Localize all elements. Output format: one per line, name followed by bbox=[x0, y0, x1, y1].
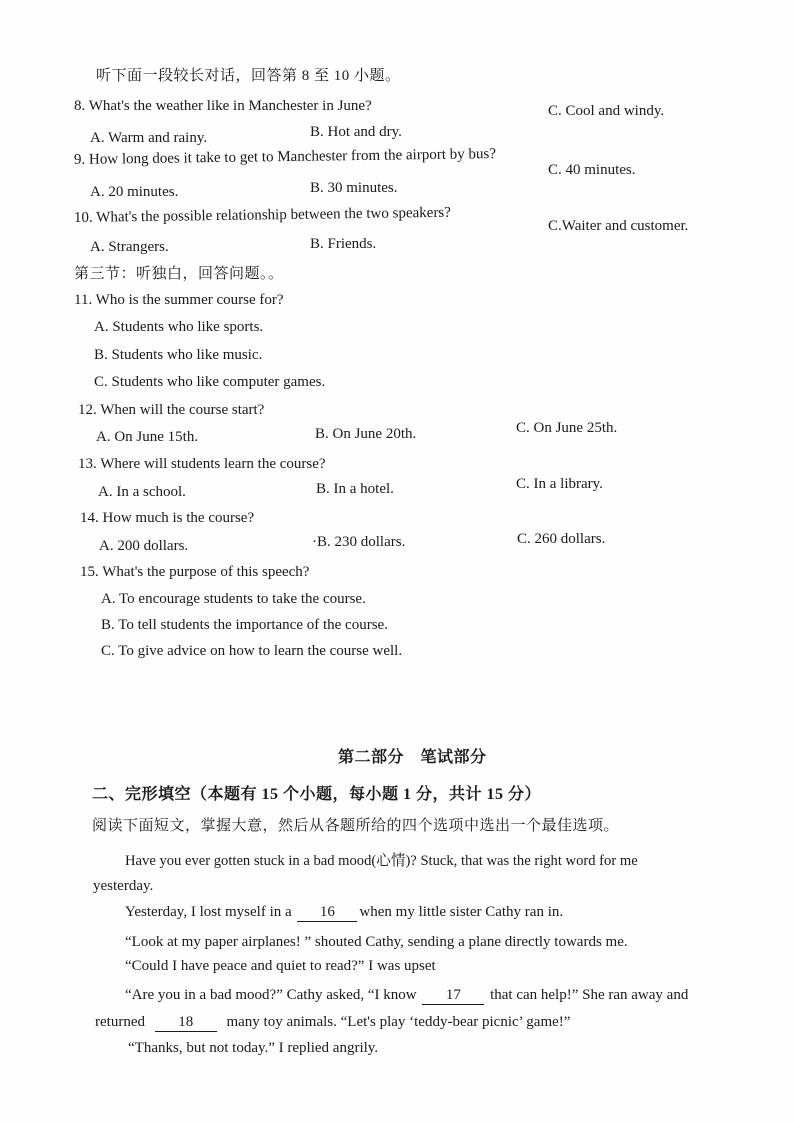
passage-p2-post: when my little sister Cathy ran in. bbox=[359, 904, 564, 920]
q9-option-b: B. 30 minutes. bbox=[310, 180, 398, 196]
passage-p5-pre: “Are you in a bad mood?” Cathy asked, “I know bbox=[125, 987, 417, 1003]
q15-option-b: B. To tell students the importance of the course. bbox=[101, 617, 388, 633]
q14-stem: 14. How much is the course? bbox=[80, 510, 255, 526]
q10-stem: 10. What's the possible relationship between the two speakers? bbox=[73, 204, 451, 226]
q14-option-c: C. 260 dollars. bbox=[517, 531, 606, 547]
q15-option-a: A. To encourage students to take the course. bbox=[101, 591, 366, 607]
cloze-instruction: 阅读下面短文，掌握大意，然后从各题所给的四个选项中选出一个最佳选项。 bbox=[92, 818, 620, 834]
passage-p6 bbox=[95, 1012, 570, 1032]
q8-option-a: A. Warm and rainy. bbox=[90, 130, 208, 146]
cloze-title: 二、完形填空（本题有 15 个小题，每小题 1 分，共计 15 分） bbox=[92, 786, 542, 803]
q9-option-c: C. 40 minutes. bbox=[548, 162, 636, 178]
passage-p4: “Could I have peace and quiet to read?” I was upset bbox=[125, 958, 436, 974]
q11-option-c: C. Students who like computer games. bbox=[94, 374, 326, 390]
passage-p7: “Thanks, but not today.” I replied angrily. bbox=[128, 1040, 379, 1056]
q13-option-a: A. In a school. bbox=[98, 484, 186, 500]
q15-stem: 15. What's the purpose of this speech? bbox=[80, 564, 310, 580]
passage-p6-post: many toy animals. “Let's play ‘teddy-bear picnic’ game!” bbox=[226, 1014, 571, 1030]
q13-option-b: B. In a hotel. bbox=[316, 481, 394, 497]
q10-option-b: B. Friends. bbox=[310, 236, 377, 252]
q9-option-a: A. 20 minutes. bbox=[90, 184, 179, 200]
q12-option-b: B. On June 20th. bbox=[315, 426, 417, 442]
q11-option-a: A. Students who like sports. bbox=[94, 319, 264, 335]
q13-stem: 13. Where will students learn the course? bbox=[78, 456, 326, 472]
passage-p1-line2: yesterday. bbox=[93, 878, 154, 894]
blank-18[interactable]: 18 bbox=[155, 1013, 217, 1032]
written-part-title: 第二部分 笔试部分 bbox=[338, 749, 487, 766]
q11-option-b: B. Students who like music. bbox=[94, 347, 263, 363]
q8-option-b: B. Hot and dry. bbox=[310, 124, 402, 140]
passage-p6-pre: returned bbox=[95, 1014, 145, 1030]
passage-p2-pre: Yesterday, I lost myself in a bbox=[125, 904, 292, 920]
passage-p5-post: that can help!” She ran away and bbox=[490, 987, 689, 1003]
q8-stem: 8. What's the weather like in Manchester in June? bbox=[74, 98, 372, 114]
part3-title: 第三节：听独白，回答问题。。 bbox=[74, 266, 284, 282]
q12-stem: 12. When will the course start? bbox=[78, 402, 265, 418]
intro-8-10: 听下面一段较长对话，回答第 8 至 10 小题。 bbox=[96, 68, 401, 84]
q8-option-c: C. Cool and windy. bbox=[548, 103, 665, 119]
blank-16[interactable]: 16 bbox=[297, 903, 357, 922]
q10-option-a: A. Strangers. bbox=[90, 239, 169, 255]
q13-option-c: C. In a library. bbox=[516, 476, 603, 492]
passage-p2 bbox=[125, 902, 563, 922]
q11-stem: 11. Who is the summer course for? bbox=[74, 292, 284, 308]
passage-p5 bbox=[125, 985, 688, 1005]
passage-p1-line1: Have you ever gotten stuck in a bad mood(心情)? Stuck, that was the right word for me bbox=[125, 853, 638, 869]
q10-option-c: C.Waiter and customer. bbox=[548, 218, 689, 234]
blank-17[interactable]: 17 bbox=[422, 986, 484, 1005]
q9-stem: 9. How long does it take to get to Manchester from the airport by bus? bbox=[73, 146, 497, 168]
q12-option-a: A. On June 15th. bbox=[96, 429, 199, 445]
q14-option-b: ·B. 230 dollars. bbox=[312, 534, 406, 550]
q12-option-c: C. On June 25th. bbox=[516, 420, 618, 436]
q15-option-c: C. To give advice on how to learn the course well. bbox=[101, 643, 403, 659]
q14-option-a: A. 200 dollars. bbox=[99, 538, 189, 554]
passage-p3: “Look at my paper airplanes! ” shouted Cathy, sending a plane directly towards me. bbox=[125, 934, 628, 950]
